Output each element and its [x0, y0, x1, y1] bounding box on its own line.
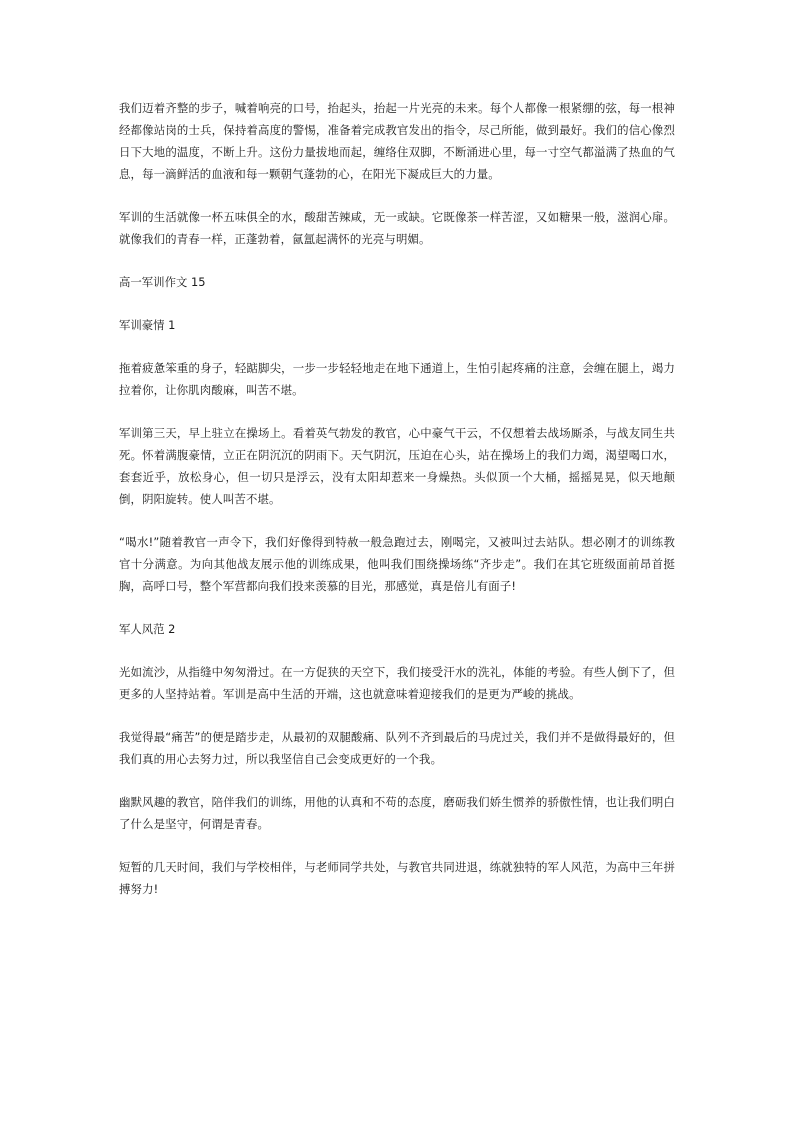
paragraph-marking-time: 我觉得最“痛苦”的便是踏步走，从最初的双腿酸痛、队列不齐到最后的马虎过关，我们并不是做得最好的，但我们真的用心去努力过，所以我坚信自己会变成更好的一个我。	[119, 730, 675, 766]
paragraph-marching: 我们迈着齐整的步子，喊着响亮的口号，抬起头，抬起一片光亮的未来。每个人都像一根紧绷的弦，每一根神经都像站岗的士兵，保持着高度的警惕，准备着完成教官发出的指令，尽己所能，做到最好。我们的信心像烈日下大地的温度，不断上升。这份力量拔地而起，缠络住双脚，不断涌进心里，每一寸空气都溢满了热血的气息，每一滴鲜活的血液和每一颗朝气蓬勃的心，在阳光下凝成巨大的力量。	[119, 101, 675, 181]
paragraph-tired-body: 拖着疲惫笨重的身子，轻踮脚尖，一步一步轻轻地走在地下通道上，生怕引起疼痛的注意，会缠在腿上，竭力拉着你，让你肌肉酸麻，叫苦不堪。	[119, 361, 675, 397]
paragraph-time-flows: 光如流沙，从指缝中匆匆滑过。在一方促狭的天空下，我们接受汗水的洗礼，体能的考验。有些人倒下了，但更多的人坚持站着。军训是高中生活的开端，这也就意味着迎接我们的是更为严峻的挑战。	[119, 665, 675, 701]
section-heading-1: 军训豪情 1	[119, 318, 176, 332]
section-heading-2: 军人风范 2	[119, 622, 176, 636]
paragraph-drink-water: “喝水!”随着教官一声令下，我们好像得到特赦一般急跑过去，刚喝完，又被叫过去站队。想必刚才的训练教官十分满意。为向其他战友展示他的训练成果，他叫我们围绕操场练“齐步走”。我们在其它班级面前昂首挺胸，高呼口号，整个军营都向我们投来羡慕的目光，那感觉，真是倍儿有面子!	[119, 535, 675, 593]
paragraph-third-day: 军训第三天，早上驻立在操场上。看着英气勃发的教官，心中豪气干云，不仅想着去战场厮杀，与战友同生共死。怀着满腹豪情，立正在阴沉沉的阴雨下。天气阴沉，压迫在心头，站在操场上的我们力竭，渴望喝口水，套套近乎，放松身心，但一切只是浮云，没有太阳却惹来一身燥热。头似顶一个大桶，摇摇晃晃，似天地颠倒，阴阳旋转。使人叫苦不堪。	[119, 426, 675, 506]
document-page	[119, 97, 675, 921]
essay-title: 高一军训作文 15	[119, 275, 206, 289]
paragraph-five-flavors: 军训的生活就像一杯五味俱全的水，酸甜苦辣咸，无一或缺。它既像茶一样苦涩，又如糖果一般，滋润心扉。就像我们的青春一样，正蓬勃着，氤氲起满怀的光亮与明媚。	[119, 210, 675, 246]
paragraph-short-days: 短暂的几天时间，我们与学校相伴，与老师同学共处，与教官共同进退，练就独特的军人风范，为高中三年拼搏努力!	[119, 860, 675, 896]
paragraph-instructor: 幽默风趣的教官，陪伴我们的训练，用他的认真和不苟的态度，磨砺我们娇生惯养的骄傲性情，也让我们明白了什么是坚守，何谓是青春。	[119, 795, 675, 831]
